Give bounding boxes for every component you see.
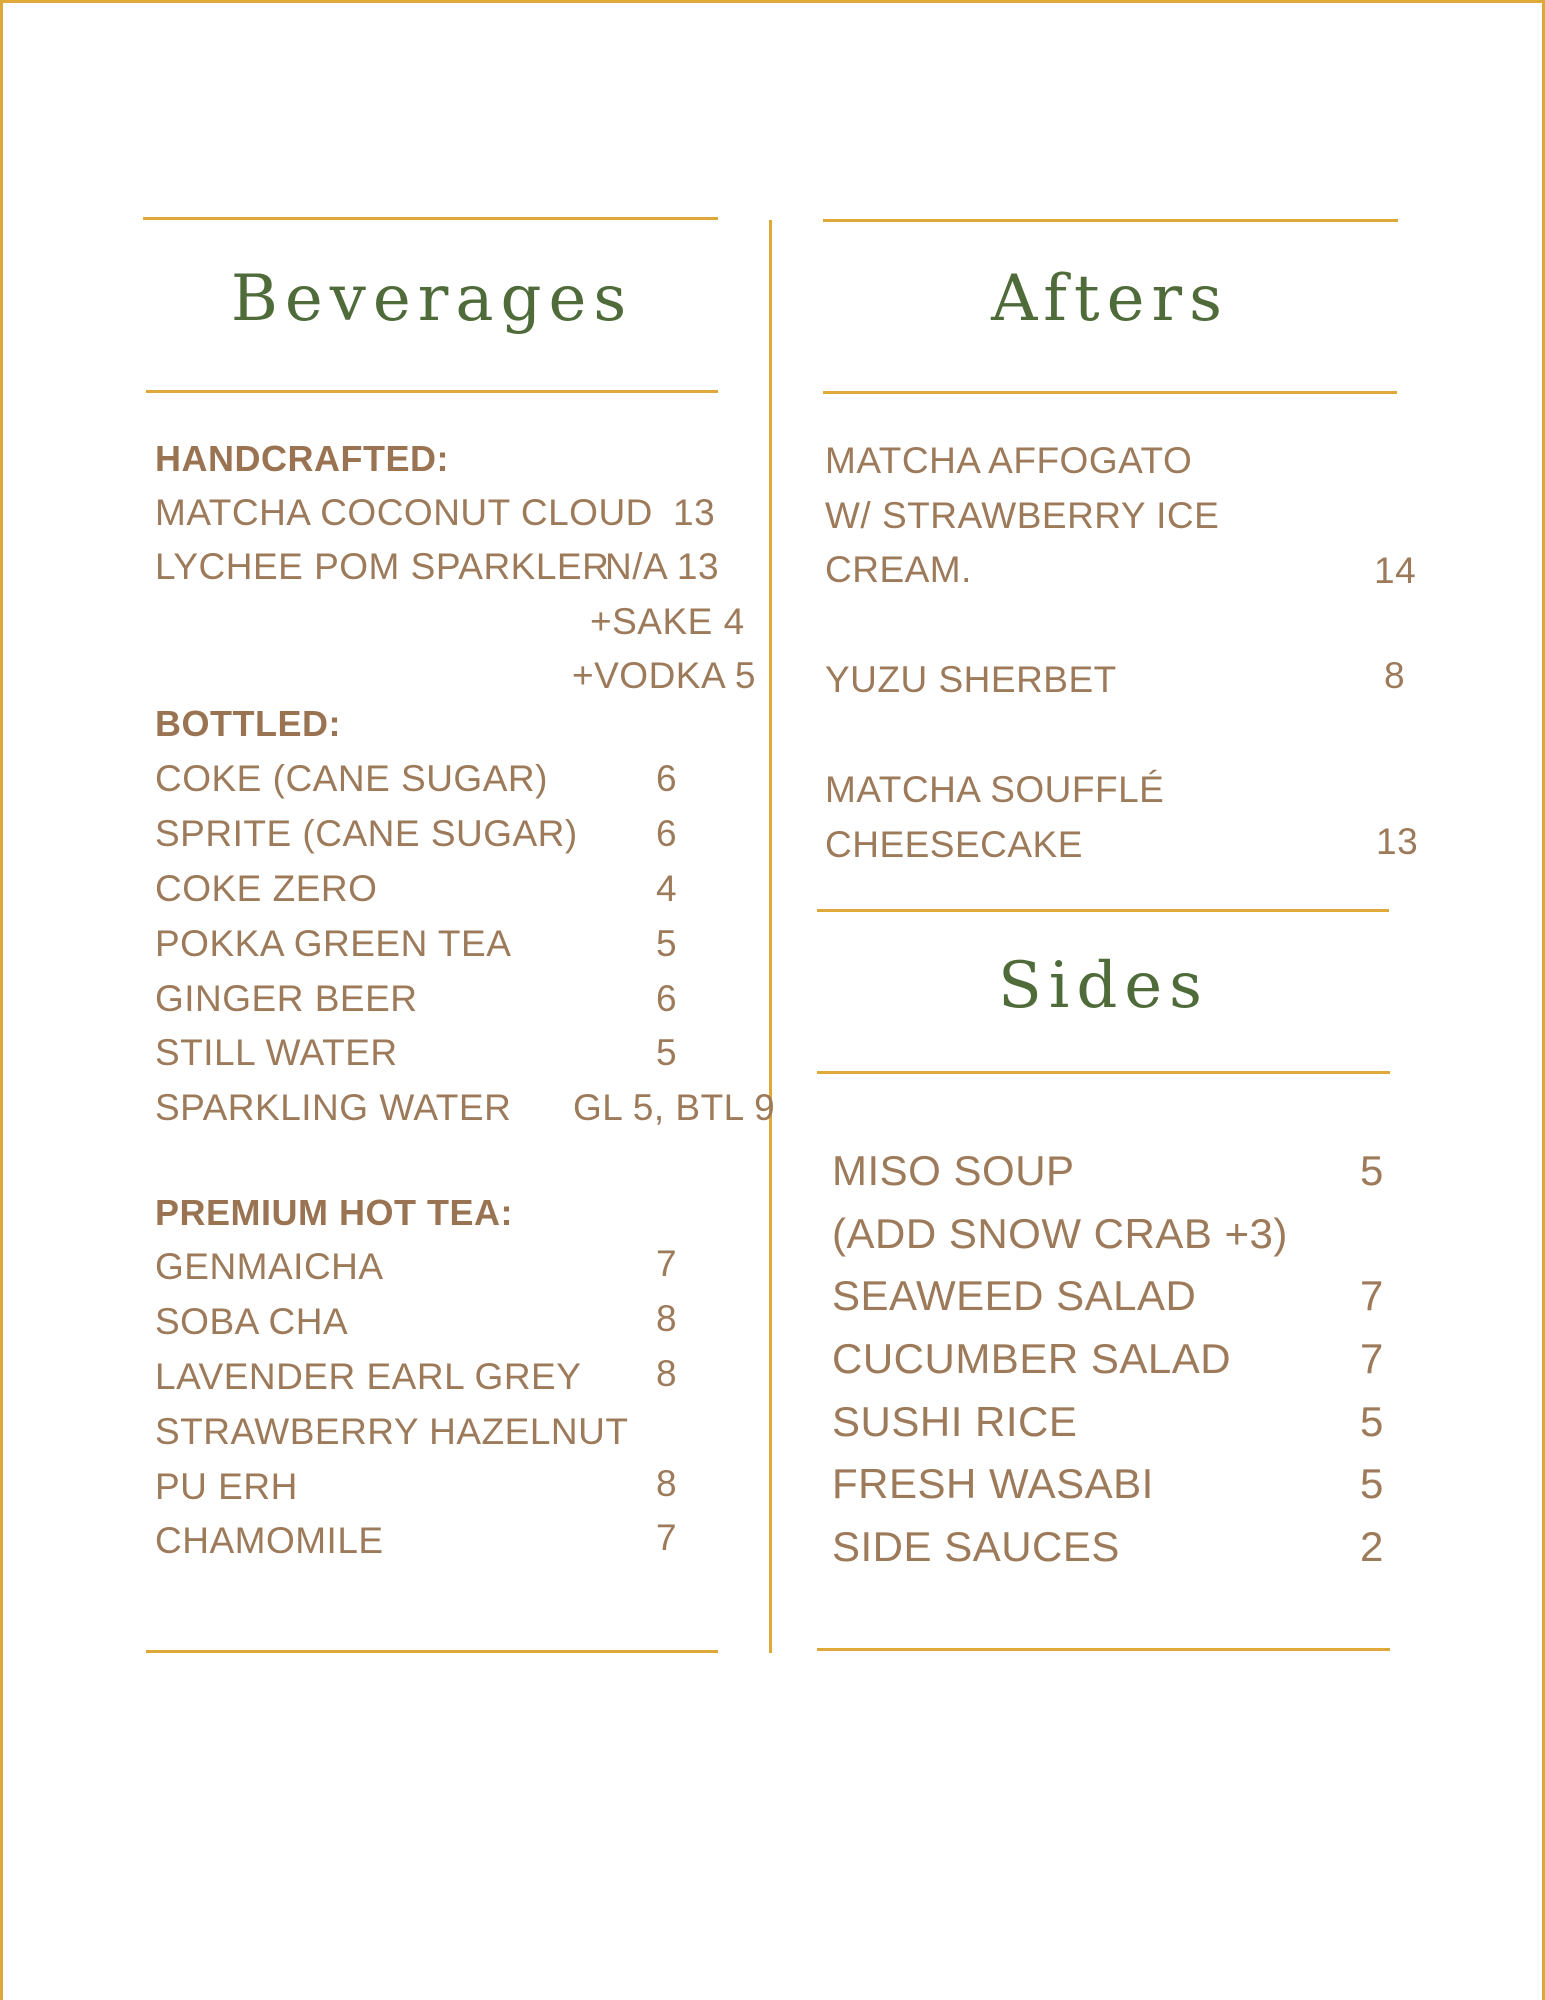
- menu-item-price: 6: [656, 758, 678, 799]
- sides-footer-rule: [817, 1648, 1390, 1651]
- menu-item-name: POKKA GREEN TEA: [155, 923, 512, 964]
- menu-item-price: N/A 13: [605, 546, 720, 587]
- bottled-label: BOTTLED:: [155, 703, 341, 744]
- menu-item-price: 2: [1360, 1523, 1384, 1570]
- menu-item-price: 8: [656, 1353, 678, 1394]
- handcrafted-label: HANDCRAFTED:: [155, 438, 449, 479]
- menu-item-price: 6: [656, 978, 678, 1019]
- menu-item-name: MATCHA COCONUT CLOUD: [155, 492, 653, 533]
- menu-item-name: GINGER BEER: [155, 978, 418, 1019]
- menu-item-name: SEAWEED SALAD: [832, 1272, 1197, 1319]
- menu-item-price: 5: [1360, 1147, 1384, 1194]
- menu-item-name: LYCHEE POM SPARKLER: [155, 546, 610, 587]
- menu-item-price: 5: [656, 923, 678, 964]
- menu-item-name: LAVENDER EARL GREY: [155, 1356, 582, 1397]
- menu-item-price: 7: [1360, 1335, 1384, 1382]
- menu-item-price: 6: [656, 813, 678, 854]
- menu-item-price: 7: [656, 1243, 678, 1284]
- menu-item-price: 8: [656, 1298, 678, 1339]
- menu-item-price: GL 5, BTL 9: [573, 1087, 776, 1128]
- menu-item-price: 7: [1360, 1272, 1384, 1319]
- menu-item-name: SUSHI RICE: [832, 1398, 1078, 1445]
- menu-item-name: COKE ZERO: [155, 868, 378, 909]
- menu-item-name: GENMAICHA: [155, 1246, 384, 1287]
- menu-item-name: SOBA CHA: [155, 1301, 349, 1342]
- afters-top-rule: [823, 219, 1398, 222]
- menu-item-name: MATCHA SOUFFLÉ: [825, 769, 1165, 810]
- menu-item-price: 5: [1360, 1398, 1384, 1445]
- menu-item-name: SPRITE (CANE SUGAR): [155, 813, 578, 854]
- afters-title: Afters: [991, 262, 1229, 336]
- menu-item-price: 5: [1360, 1460, 1384, 1507]
- menu-item-price: 5: [656, 1032, 678, 1073]
- menu-item-price: 7: [656, 1517, 678, 1558]
- hot-tea-label: PREMIUM HOT TEA:: [155, 1192, 513, 1233]
- column-divider: [769, 220, 772, 1653]
- menu-item-price: 14: [1374, 550, 1417, 591]
- menu-item-name: STRAWBERRY HAZELNUT: [155, 1411, 629, 1452]
- menu-item-price: 8: [1384, 655, 1406, 696]
- menu-item-name: SPARKLING WATER: [155, 1087, 512, 1128]
- sides-title: Sides: [998, 949, 1209, 1023]
- menu-item-price: 13: [1376, 821, 1419, 862]
- beverages-bottom-rule: [146, 390, 718, 393]
- menu-item-name: STILL WATER: [155, 1032, 398, 1073]
- addon-sake: +SAKE 4: [590, 601, 745, 642]
- sides-top-rule: [817, 909, 1389, 912]
- menu-item-name: W/ STRAWBERRY ICE: [825, 495, 1220, 536]
- menu-item-name: COKE (CANE SUGAR): [155, 758, 548, 799]
- menu-item-price: 8: [656, 1463, 678, 1504]
- menu-item-name: CUCUMBER SALAD: [832, 1335, 1232, 1382]
- menu-item-name: CHEESECAKE: [825, 824, 1083, 865]
- menu-item-name: FRESH WASABI: [832, 1460, 1154, 1507]
- menu-item-name: PU ERH: [155, 1466, 298, 1507]
- menu-item-name: SIDE SAUCES: [832, 1523, 1120, 1570]
- beverages-title: Beverages: [230, 262, 634, 336]
- menu-item-price: 4: [656, 868, 678, 909]
- afters-bottom-rule: [823, 391, 1397, 394]
- beverages-top-rule: [143, 217, 718, 220]
- menu-item-name: CREAM.: [825, 549, 972, 590]
- addon-vodka: +VODKA 5: [572, 655, 756, 696]
- sides-bottom-rule: [817, 1071, 1390, 1074]
- beverages-footer-rule: [146, 1650, 718, 1653]
- menu-item-name: MATCHA AFFOGATO: [825, 440, 1193, 481]
- menu-item-name: CHAMOMILE: [155, 1520, 384, 1561]
- menu-item-price: 13: [673, 492, 716, 533]
- menu-item-note: (ADD SNOW CRAB +3): [832, 1210, 1288, 1257]
- menu-item-name: YUZU SHERBET: [825, 659, 1117, 700]
- menu-item-name: MISO SOUP: [832, 1147, 1075, 1194]
